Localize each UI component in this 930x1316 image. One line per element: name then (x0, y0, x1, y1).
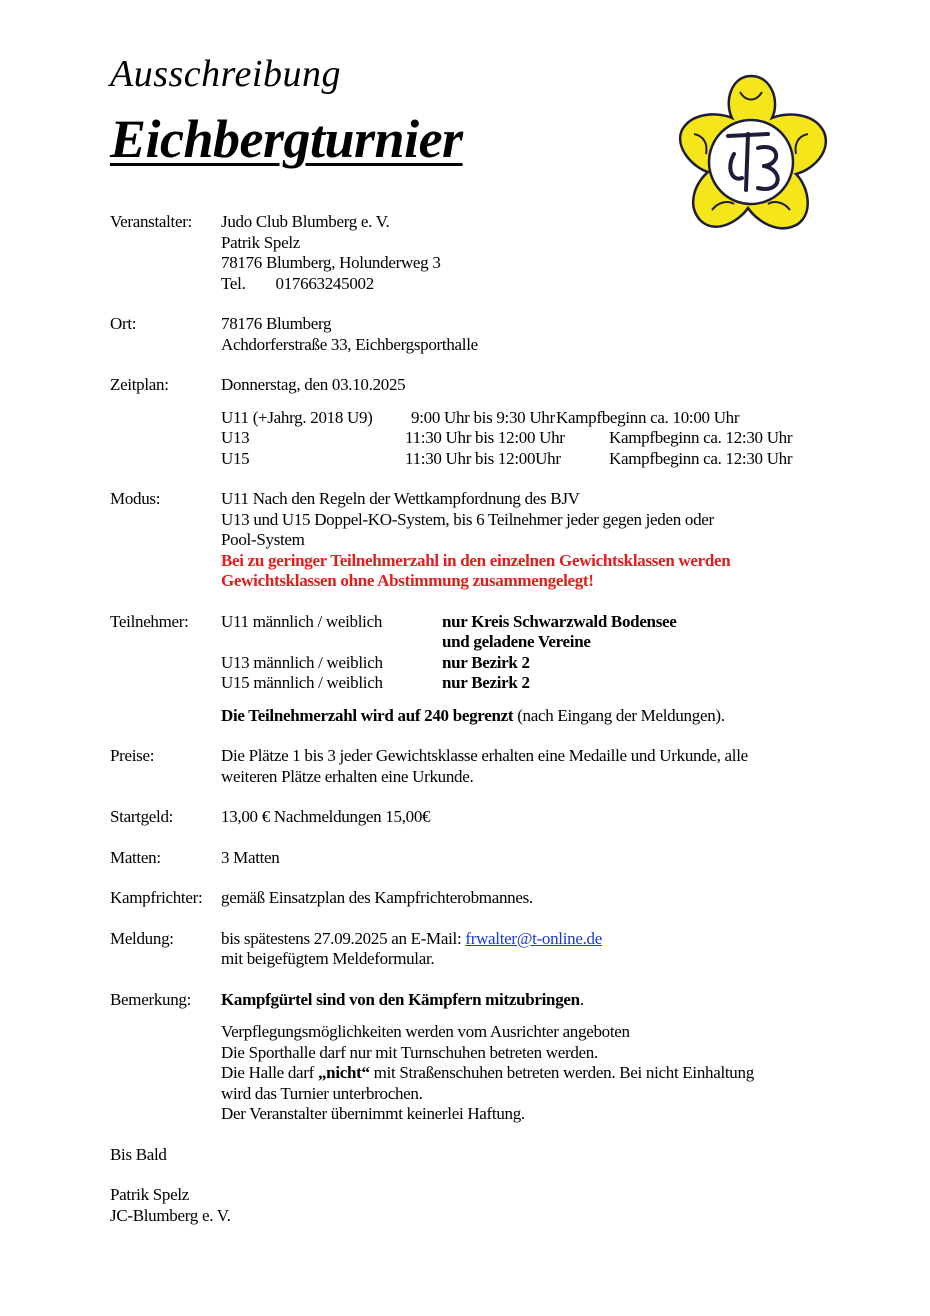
schedule-time: 9:00 Uhr bis 9:30 Uhr (411, 407, 555, 427)
schedule-group: U13 (221, 428, 250, 447)
section-matten (110, 848, 830, 869)
section-modus (110, 489, 830, 592)
mode-line: U13 und U15 Doppel-KO-System, bis 6 Teilnehmer jeder gegen jeden oder (221, 509, 714, 529)
prizes-line: weiteren Plätze erhalten eine Urkunde. (221, 766, 474, 786)
registration-deadline (221, 929, 830, 950)
remark-emphasis: „nicht“ (317, 1063, 370, 1082)
schedule-fight-start: Kampfbeginn ca. 12:30 Uhr (609, 448, 793, 468)
remark-line: Die Sporthalle darf nur mit Turnschuhen betreten werden. (221, 1042, 598, 1062)
announcement-body (110, 212, 830, 1226)
organizer-club: Judo Club Blumberg e. V. (221, 212, 390, 231)
section-preise (110, 746, 830, 787)
label-zeitplan: Zeitplan: (110, 375, 169, 394)
registration-text: bis spätestens 27.09.2025 an E-Mail: (221, 928, 466, 948)
participant-row (221, 632, 830, 653)
signature-name: Patrik Spelz (110, 1185, 190, 1204)
participant-limit-note: (nach Eingang der Meldungen). (513, 705, 725, 725)
section-zeitplan (110, 375, 830, 469)
schedule-fight-start: Kampfbeginn ca. 10:00 Uhr (556, 407, 740, 427)
label-veranstalter: Veranstalter: (110, 212, 193, 231)
label-preise: Preise: (110, 746, 155, 765)
participant-restriction: nur Bezirk 2 (442, 652, 530, 672)
remark-text: mit Straßenschuhen betreten werden. Bei nicht Einhaltung (369, 1063, 754, 1082)
label-ort: Ort: (110, 314, 137, 333)
mode-warning: Gewichtsklassen ohne Abstimmung zusammengelegt! (221, 571, 594, 590)
organizer-phone (221, 274, 830, 295)
label-meldung: Meldung: (110, 928, 174, 948)
mode-line: U11 Nach den Regeln der Wettkampfordnung des BJV (221, 489, 580, 508)
section-ort (110, 314, 830, 355)
entry-fee: 13,00 € Nachmeldungen 15,00€ (221, 807, 431, 826)
organizer-name: Patrik Spelz (221, 232, 301, 252)
participant-row (221, 653, 830, 674)
remark-line: wird das Turnier unterbrochen. (221, 1083, 423, 1103)
registration-email-link[interactable]: frwalter@t-online.de (465, 928, 602, 948)
label-teilnehmer: Teilnehmer: (110, 611, 189, 631)
participant-row (221, 612, 830, 633)
schedule-group: U11 (+Jahrg. 2018 U9) (221, 407, 373, 427)
section-startgeld (110, 807, 830, 828)
title-eichbergturnier: Eichbergturnier (110, 109, 463, 169)
schedule-date: Donnerstag, den 03.10.2025 (221, 375, 406, 394)
belt-note-bold: Kampfgürtel sind von den Kämpfern mitzubringen (221, 989, 580, 1009)
label-modus: Modus: (110, 489, 161, 508)
participant-limit (221, 706, 830, 727)
schedule-fight-start: Kampfbeginn ca. 12:30 Uhr (609, 428, 793, 447)
closing-greeting: Bis Bald (110, 1144, 167, 1164)
venue-hall: Achdorferstraße 33, Eichbergsporthalle (221, 334, 478, 354)
remark-text: Die Halle darf (221, 1063, 318, 1082)
section-meldung (110, 929, 830, 970)
label-matten: Matten: (110, 847, 161, 867)
participant-group: U15 männlich / weiblich (221, 673, 383, 692)
schedule-group: U15 (221, 448, 250, 468)
referees-text: gemäß Einsatzplan des Kampfrichterobmannes. (221, 888, 533, 907)
schedule-row-u13 (221, 428, 830, 449)
participant-restriction: und geladene Vereine (442, 632, 591, 651)
schedule-row-u15 (221, 449, 830, 470)
organizer-address: 78176 Blumberg, Holunderweg 3 (221, 253, 441, 272)
label-kampfrichter: Kampfrichter: (110, 888, 203, 907)
signature-club: JC-Blumberg e. V. (110, 1205, 231, 1225)
schedule-row-u11 (221, 408, 830, 429)
label-startgeld: Startgeld: (110, 807, 174, 826)
section-kampfrichter (110, 888, 830, 909)
phone-label: Tel. (221, 273, 246, 293)
section-bemerkung (110, 990, 830, 1125)
participant-restriction: nur Bezirk 2 (442, 673, 530, 692)
remark-line: Der Veranstalter übernimmt keinerlei Haftung. (221, 1104, 525, 1123)
participant-limit-bold: Die Teilnehmerzahl wird auf 240 begrenzt (221, 705, 514, 725)
participant-group: U13 männlich / weiblich (221, 652, 383, 672)
mode-line: Pool-System (221, 530, 305, 549)
mode-warning: Bei zu geringer Teilnehmerzahl in den einzelnen Gewichtsklassen werden (221, 550, 731, 570)
label-bemerkung: Bemerkung: (110, 989, 192, 1009)
remark-line: Verpflegungsmöglichkeiten werden vom Ausrichter angeboten (221, 1022, 630, 1041)
participant-restriction: nur Kreis Schwarzwald Bodensee (442, 611, 677, 631)
phone-number: 017663245002 (275, 273, 374, 293)
mats-count: 3 Matten (221, 847, 280, 867)
registration-form-note: mit beigefügtem Meldeformular. (221, 949, 435, 968)
schedule-time: 11:30 Uhr bis 12:00 Uhr (405, 428, 565, 447)
schedule-time: 11:30 Uhr bis 12:00Uhr (405, 448, 561, 468)
prizes-line: Die Plätze 1 bis 3 jeder Gewichtsklasse erhalten eine Medaille und Urkunde, alle (221, 746, 748, 765)
section-veranstalter (110, 212, 830, 294)
venue-city: 78176 Blumberg (221, 314, 332, 333)
participant-group: U11 männlich / weiblich (221, 611, 383, 631)
section-teilnehmer (110, 612, 830, 727)
title-ausschreibung: Ausschreibung (110, 53, 341, 95)
belt-note-period: . (579, 989, 584, 1009)
closing (110, 1145, 830, 1227)
participant-row (221, 673, 830, 694)
belt-note (221, 990, 830, 1011)
remark-line-shoes (221, 1063, 830, 1084)
